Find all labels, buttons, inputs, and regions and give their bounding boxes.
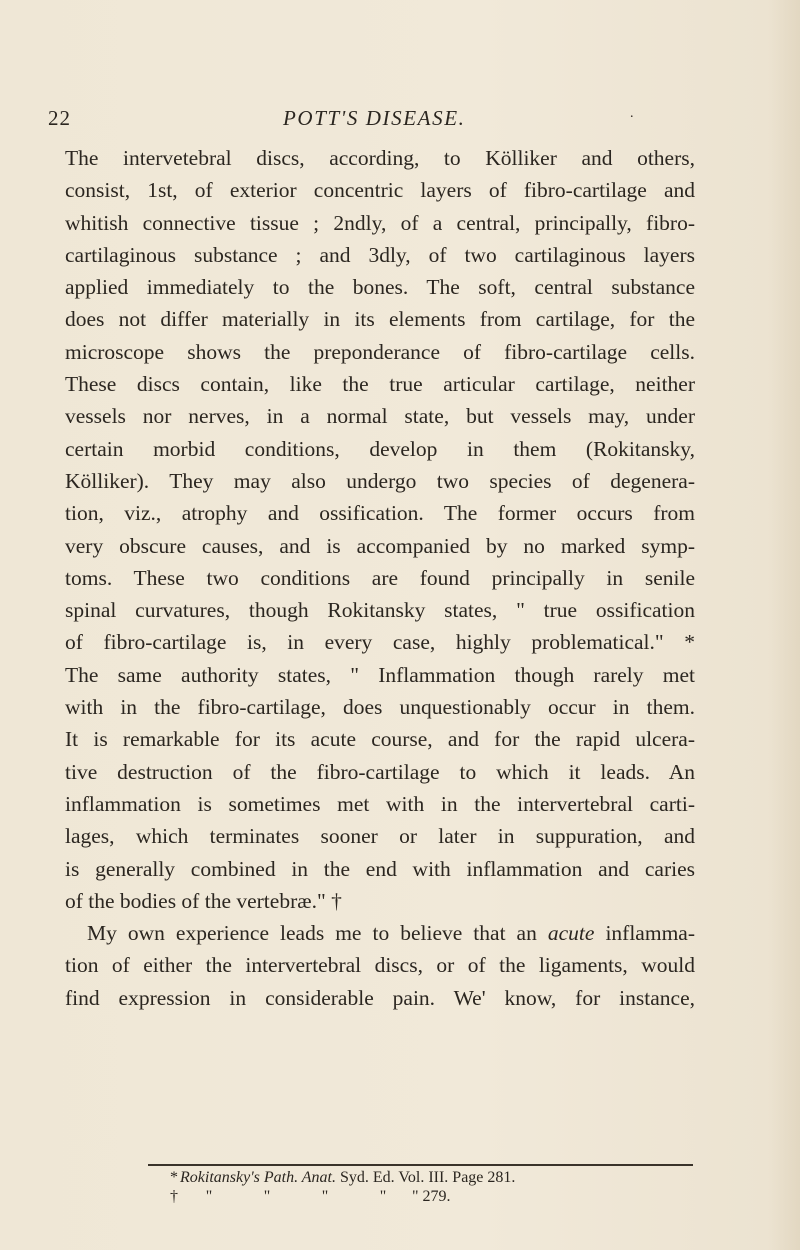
footnote-2	[170, 1187, 640, 1206]
text-line: certain morbid conditions, develop in them (Rokitansky,	[65, 436, 695, 461]
paragraph-line	[65, 917, 695, 949]
header-mark: .	[630, 106, 634, 121]
text-line: microscope shows the preponderance of fibro-cartilage cells.	[65, 339, 695, 364]
text-line: consist, 1st, of exterior concentric layers of fibro-cartilage and	[65, 178, 695, 203]
ditto-mark: "	[379, 1188, 387, 1205]
text-fragment: inflamma-	[594, 921, 695, 946]
ditto-mark: "	[205, 1188, 213, 1205]
text-line: tive destruction of the fibro-cartilage to which it leads. An	[65, 759, 695, 784]
text-fragment: My own experience leads me to believe that an	[87, 921, 548, 946]
page-number: 22	[48, 106, 71, 130]
text-line: Kölliker). They may also undergo two species of degenera-	[65, 468, 695, 493]
text-line: toms. These two conditions are found principally in senile	[65, 565, 695, 590]
text-line: applied immediately to the bones. The soft, central substance	[65, 275, 695, 300]
footnotes	[170, 1168, 640, 1206]
text-line: of fibro-cartilage is, in every case, highly problematical." *	[65, 630, 695, 655]
running-head: POTT'S DISEASE.	[283, 106, 466, 130]
text-line: with in the fibro-cartilage, does unquestionably occur in them.	[65, 695, 695, 720]
text-line: very obscure causes, and is accompanied by no marked symp-	[65, 533, 695, 558]
footnote-marker: †	[170, 1188, 178, 1205]
text-line: whitish connective tissue ; 2ndly, of a central, principally, fibro-	[65, 210, 695, 235]
text-line: vessels nor nerves, in a normal state, but vessels may, under	[65, 404, 695, 429]
emphasis-text: acute	[547, 921, 595, 946]
text-line: spinal curvatures, though Rokitansky states, " true ossification	[65, 598, 695, 623]
footnote-1	[170, 1168, 640, 1187]
text-line: These discs contain, like the true articular cartilage, neither	[65, 372, 695, 397]
footnote-source: Rokitansky's Path. Anat.	[180, 1169, 336, 1186]
text-line: tion, viz., atrophy and ossification. The former occurs from	[65, 501, 695, 526]
text-line: It is remarkable for its acute course, and for the rapid ulcera-	[65, 727, 695, 752]
ditto-mark: "	[321, 1188, 329, 1205]
text-line: is generally combined in the end with inflammation and caries	[65, 856, 695, 881]
text-line: of the bodies of the vertebræ." †	[65, 888, 342, 913]
text-line: find expression in considerable pain. We' know, for instance,	[65, 985, 695, 1010]
body-text	[65, 142, 695, 1014]
text-line: does not differ materially in its elements from cartilage, for the	[65, 307, 695, 332]
footnote-marker: *	[170, 1169, 178, 1186]
footnote-divider	[148, 1164, 693, 1166]
text-line: The same authority states, " Inflammation though rarely met	[65, 662, 695, 687]
footnote-reference: Syd. Ed. Vol. III. Page 281.	[336, 1169, 516, 1186]
text-line: cartilaginous substance ; and 3dly, of two cartilaginous layers	[65, 242, 695, 267]
footnote-page: " 279.	[412, 1188, 451, 1205]
page-header	[48, 106, 698, 136]
ditto-mark: "	[263, 1188, 271, 1205]
text-line: The intervetebral discs, according, to Kölliker and others,	[65, 146, 695, 170]
text-line: lages, which terminates sooner or later in suppuration, and	[65, 824, 695, 849]
text-line: inflammation is sometimes met with in the intervertebral carti-	[65, 791, 695, 816]
text-line: tion of either the intervertebral discs, or of the ligaments, would	[65, 953, 695, 978]
